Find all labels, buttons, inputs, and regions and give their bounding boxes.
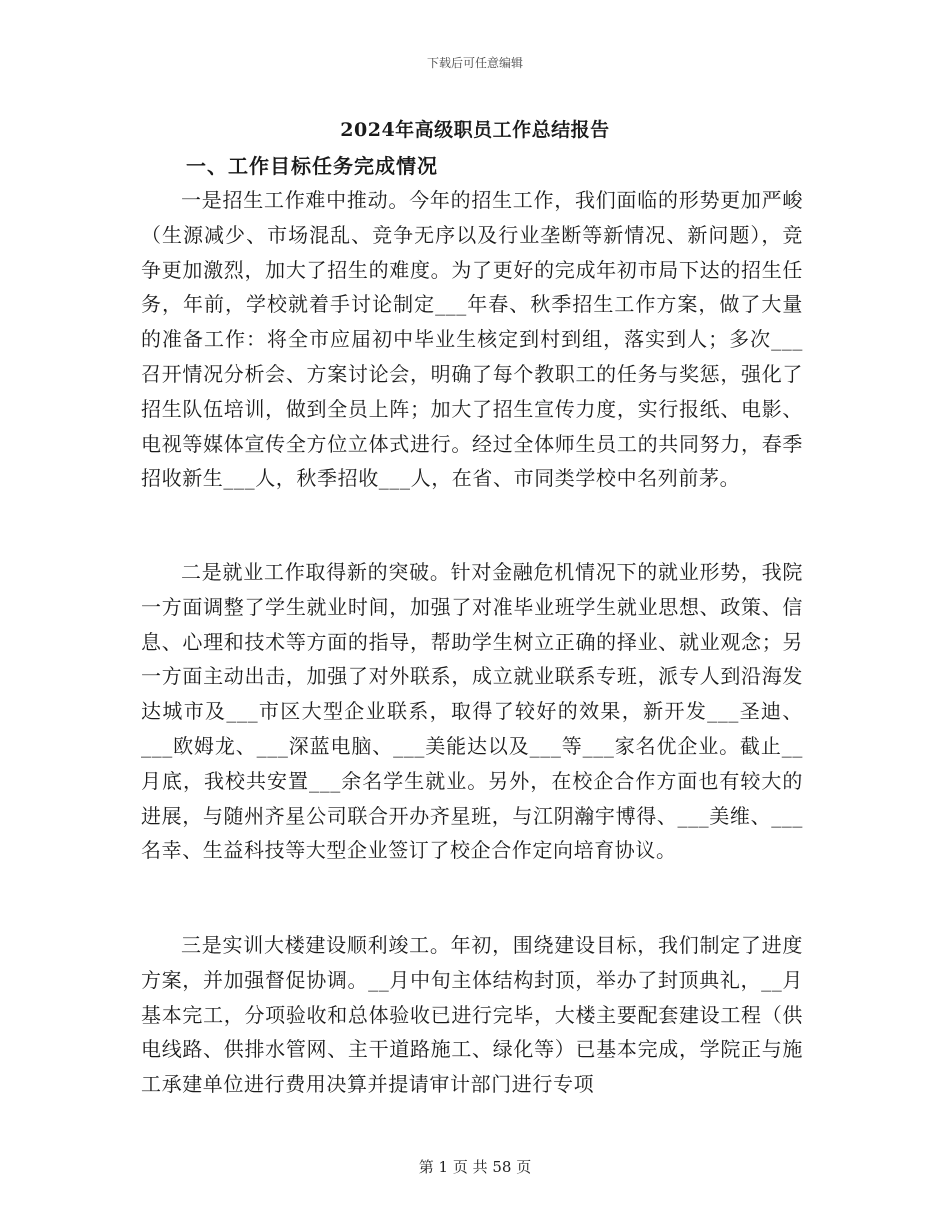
page-number-footer: 第 1 页 共 58 页 bbox=[418, 1158, 532, 1176]
document-title: 2024年高级职员工作总结报告 bbox=[340, 119, 610, 141]
paragraph-employment: 二是就业工作取得新的突破。针对金融危机情况下的就业形势，我院一方面调整了学生就业时间，加强了对准毕业班学生就业思想、政策、信息、心理和技术等方面的指导，帮助学生树立正确的择业、就业观念；另一方面主动出击，加强了对外联系，成立就业联系专班，派专人到沿海发达城市及___市区大型企业联系，取得了较好的效果，新开发___圣迪、___欧姆龙、___深蓝电脑、___美能达以及___等___家名优企业。截止__月底，我校共安置___余名学生就业。另外，在校企合作方面也有较大的进展，与随州齐星公司联合开办齐星班，与江阴瀚宇博得、___美维、___名幸、生益科技等大型企业签订了校企合作定向培育协议。 bbox=[141, 560, 803, 863]
paragraph-training-building: 三是实训大楼建设顺利竣工。年初，围绕建设目标，我们制定了进度方案，并加强督促协调。__月中旬主体结构封顶，举办了封顶典礼，__月基本完工，分项验收和总体验收已进行完毕，大楼主要配套建设工程（供电线路、供排水管网、主干道路施工、绿化等）已基本完成，学院正与施工承建单位进行费用决算并提请审计部门进行专项 bbox=[141, 933, 803, 1097]
section-heading: 一、工作目标任务完成情况 bbox=[186, 154, 438, 178]
header-note: 下载后可任意编辑 bbox=[426, 56, 523, 70]
paragraph-enrollment: 一是招生工作难中推动。今年的招生工作，我们面临的形势更加严峻（生源减少、市场混乱、竞争无序以及行业垄断等新情况、新问题），竞争更加激烈，加大了招生的难度。为了更好的完成年初市局下达的招生任务，年前，学校就着手讨论制定___年春、秋季招生工作方案，做了大量的准备工作：将全市应届初中毕业生核定到村到组，落实到人；多次___召开情况分析会、方案讨论会，明确了每个教职工的任务与奖惩，强化了招生队伍培训，做到全员上阵；加大了招生宣传力度，实行报纸、电影、电视等媒体宣传全方位立体式进行。经过全体师生员工的共同努力，春季招收新生___人，秋季招收___人，在省、市同类学校中名列前茅。 bbox=[141, 188, 803, 491]
